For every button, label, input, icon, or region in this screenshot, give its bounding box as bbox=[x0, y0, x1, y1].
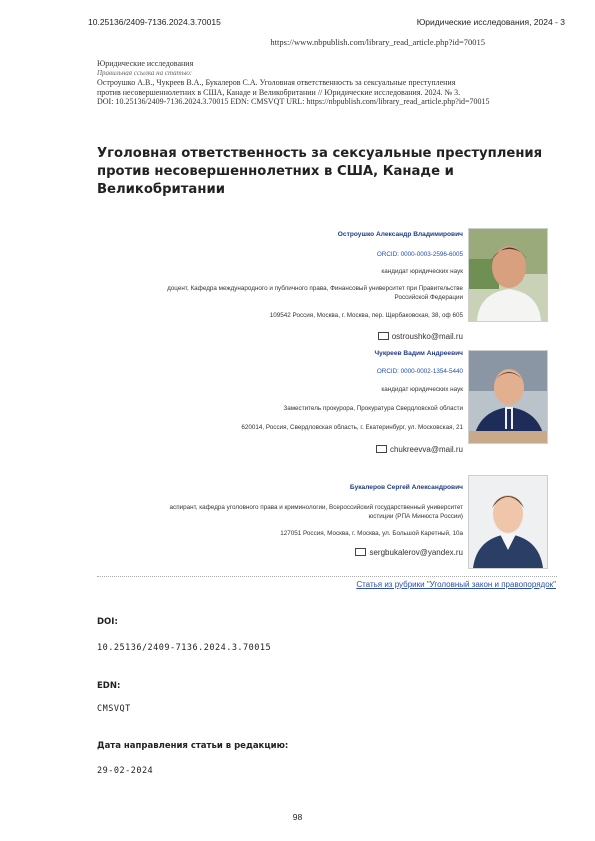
author-name: Букалеров Сергей Александрович bbox=[349, 484, 463, 491]
submission-date-value: 29-02-2024 bbox=[97, 766, 154, 776]
edn-value: CMSVQT bbox=[97, 704, 131, 714]
author-photo bbox=[468, 475, 548, 569]
author-orcid[interactable]: ORCID: 0000-0002-1354-5440 bbox=[376, 368, 463, 375]
article-url[interactable]: https://www.nbpublish.com/library_read_article.php?id=70015 bbox=[270, 37, 485, 47]
author-email-text: ostroushko@mail.ru bbox=[391, 332, 463, 341]
author-degree: кандидат юридических наук bbox=[381, 268, 463, 275]
author-position: Заместитель прокурора, Прокуратура Свердловской области bbox=[283, 405, 463, 412]
author-email[interactable] bbox=[355, 548, 463, 557]
header-journal-issue: Юридические исследования, 2024 - 3 bbox=[416, 17, 565, 27]
author-address: 620014, Россия, Свердловская область, г. Екатеринбург, ул. Московская, 21 bbox=[241, 424, 463, 431]
header-doi: 10.25136/2409-7136.2024.3.70015 bbox=[88, 17, 221, 27]
author-email-text: chukreevva@mail.ru bbox=[389, 445, 463, 454]
page-number: 98 bbox=[292, 812, 303, 822]
author-degree: кандидат юридических наук bbox=[381, 386, 463, 393]
author-address: 127051 Россия, Москва, г. Москва, ул. Большой Каретный, 10а bbox=[280, 530, 463, 537]
edn-label: EDN: bbox=[97, 681, 121, 691]
author-position: юстиции (РПА Минюста России) bbox=[368, 513, 463, 520]
author-position: Российской Федерации bbox=[394, 294, 463, 301]
citation-journal: Юридические исследования bbox=[97, 59, 194, 68]
envelope-icon bbox=[378, 332, 389, 340]
author-email[interactable] bbox=[376, 445, 463, 454]
author-name: Чукреев Вадим Андреевич bbox=[374, 350, 463, 357]
envelope-icon bbox=[376, 445, 387, 453]
envelope-icon bbox=[355, 548, 366, 556]
author-photo bbox=[468, 228, 548, 322]
author-orcid[interactable]: ORCID: 0000-0003-2596-6005 bbox=[376, 251, 463, 258]
doi-value: 10.25136/2409-7136.2024.3.70015 bbox=[97, 643, 272, 653]
citation-line: Остроушко А.В., Чукреев В.А., Букалеров С.А. Уголовная ответственность за сексуальные преступления bbox=[97, 78, 456, 88]
author-email[interactable] bbox=[378, 332, 463, 341]
author-position: доцент, Кафедра международного и публичного права, Финансовый университет при Правительстве bbox=[167, 285, 463, 292]
section-divider bbox=[97, 576, 557, 577]
author-position: аспирант, кафедра уголовного права и криминологии, Всероссийский государственный университет bbox=[169, 504, 463, 511]
rubric-link[interactable]: Статья из рубрики "Уголовный закон и правопорядок" bbox=[356, 580, 556, 589]
doi-label: DOI: bbox=[97, 617, 118, 627]
citation-line: против несовершеннолетних в США, Канаде и Великобритании // Юридические исследования. 2024. № 3. bbox=[97, 87, 461, 97]
submission-date-label: Дата направления статьи в редакцию: bbox=[97, 741, 289, 751]
author-name: Остроушко Александр Владимирович bbox=[337, 231, 463, 238]
citation-line: DOI: 10.25136/2409-7136.2024.3.70015 EDN: CMSVQT URL: https://nbpublish.com/library_read_article.php?id=70015 bbox=[97, 97, 490, 107]
title-line: против несовершеннолетних в США, Канаде и bbox=[97, 164, 454, 179]
article-title bbox=[97, 145, 567, 199]
citation-note: Правильная ссылка на статью: bbox=[97, 68, 193, 77]
author-address: 109542 Россия, Москва, г. Москва, пер. Щербаковская, 38, оф 605 bbox=[269, 312, 463, 319]
author-photo bbox=[468, 350, 548, 444]
author-email-text: sergbukalerov@yandex.ru bbox=[369, 548, 463, 557]
title-line: Уголовная ответственность за сексуальные преступления bbox=[97, 146, 543, 161]
citation-block bbox=[97, 59, 567, 107]
title-line: Великобритании bbox=[97, 182, 225, 197]
